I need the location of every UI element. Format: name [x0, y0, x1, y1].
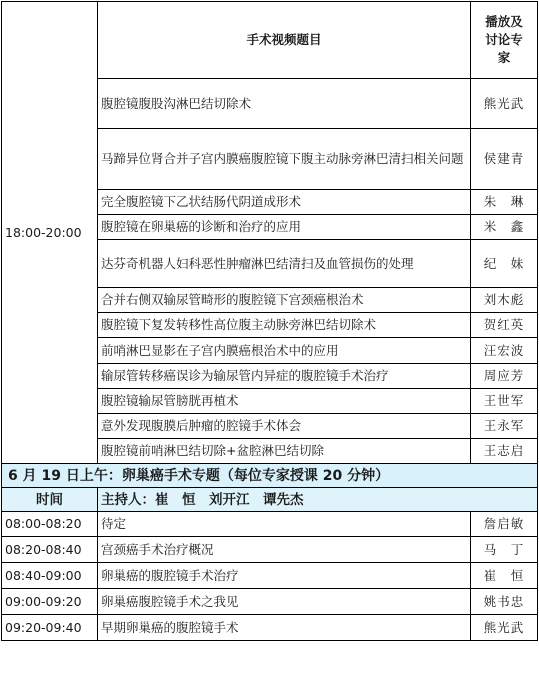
expert-name: 熊光武 — [471, 79, 538, 129]
video-title: 意外发现腹膜后肿瘤的腔镜手术体会 — [98, 414, 471, 439]
header-expert-line: 家 — [497, 50, 511, 65]
video-title: 合并右侧双输尿管畸形的腹腔镜下宫颈癌根治术 — [98, 288, 471, 313]
session-time: 08:00-08:20 — [2, 512, 98, 537]
expert-name: 周应芳 — [471, 364, 538, 389]
expert-name: 姚书忠 — [471, 589, 538, 615]
video-title: 腹腔镜下复发转移性高位腹主动脉旁淋巴结切除术 — [98, 313, 471, 338]
expert-name: 纪 妹 — [471, 240, 538, 288]
session-time: 08:40-09:00 — [2, 563, 98, 589]
video-title: 输尿管转移癌误诊为输尿管内异症的腹腔镜手术治疗 — [98, 364, 471, 389]
table-row — [2, 615, 538, 641]
expert-name: 朱 琳 — [471, 190, 538, 215]
time-cell-evening: 18:00-20:00 — [2, 2, 98, 464]
table-row — [2, 537, 538, 563]
host-names: 主持人：崔 恒 刘开江 谭先杰 — [98, 488, 538, 512]
expert-name: 贺红英 — [471, 313, 538, 338]
host-row — [2, 488, 538, 512]
video-title: 腹腔镜输尿管膀胱再植术 — [98, 389, 471, 414]
expert-name: 马 丁 — [471, 537, 538, 563]
video-title: 马蹄异位肾合并子宫内膜癌腹腔镜下腹主动脉旁淋巴清扫相关问题 — [98, 129, 471, 190]
header-expert-col — [471, 2, 538, 79]
table-row — [2, 563, 538, 589]
header-expert-line: 讨论专 — [485, 32, 523, 47]
session-title: 待定 — [98, 512, 471, 537]
expert-name: 王世军 — [471, 389, 538, 414]
video-title: 腹腔镜前哨淋巴结切除+盆腔淋巴结切除 — [98, 439, 471, 464]
header-row — [2, 2, 538, 79]
session-time: 08:20-08:40 — [2, 537, 98, 563]
header-title-col: 手术视频题目 — [98, 2, 471, 79]
session-time: 09:00-09:20 — [2, 589, 98, 615]
expert-name: 崔 恒 — [471, 563, 538, 589]
session-time: 09:20-09:40 — [2, 615, 98, 641]
session-title: 宫颈癌手术治疗概况 — [98, 537, 471, 563]
expert-name: 米 鑫 — [471, 215, 538, 240]
expert-name: 詹启敏 — [471, 512, 538, 537]
expert-name: 熊光武 — [471, 615, 538, 641]
expert-name: 侯建青 — [471, 129, 538, 190]
video-title: 完全腹腔镜下乙状结肠代阴道成形术 — [98, 190, 471, 215]
expert-name: 王永军 — [471, 414, 538, 439]
session-title: 卵巢癌的腹腔镜手术治疗 — [98, 563, 471, 589]
schedule-table — [1, 1, 538, 641]
video-title: 腹腔镜腹股沟淋巴结切除术 — [98, 79, 471, 129]
expert-name: 汪宏波 — [471, 338, 538, 364]
table-row — [2, 512, 538, 537]
session-title: 早期卵巢癌的腹腔镜手术 — [98, 615, 471, 641]
expert-name: 王志启 — [471, 439, 538, 464]
video-title: 腹腔镜在卵巢癌的诊断和治疗的应用 — [98, 215, 471, 240]
section-heading: 6 月 19 日上午：卵巢癌手术专题（每位专家授课 20 分钟） — [2, 464, 538, 488]
expert-name: 刘木彪 — [471, 288, 538, 313]
table-row — [2, 589, 538, 615]
video-title: 前哨淋巴显影在子宫内膜癌根治术中的应用 — [98, 338, 471, 364]
session-title: 卵巢癌腹腔镜手术之我见 — [98, 589, 471, 615]
time-column-label: 时间 — [2, 488, 98, 512]
video-title: 达芬奇机器人妇科恶性肿瘤淋巴结清扫及血管损伤的处理 — [98, 240, 471, 288]
header-expert-line: 播放及 — [485, 14, 523, 29]
section-heading-row — [2, 464, 538, 488]
